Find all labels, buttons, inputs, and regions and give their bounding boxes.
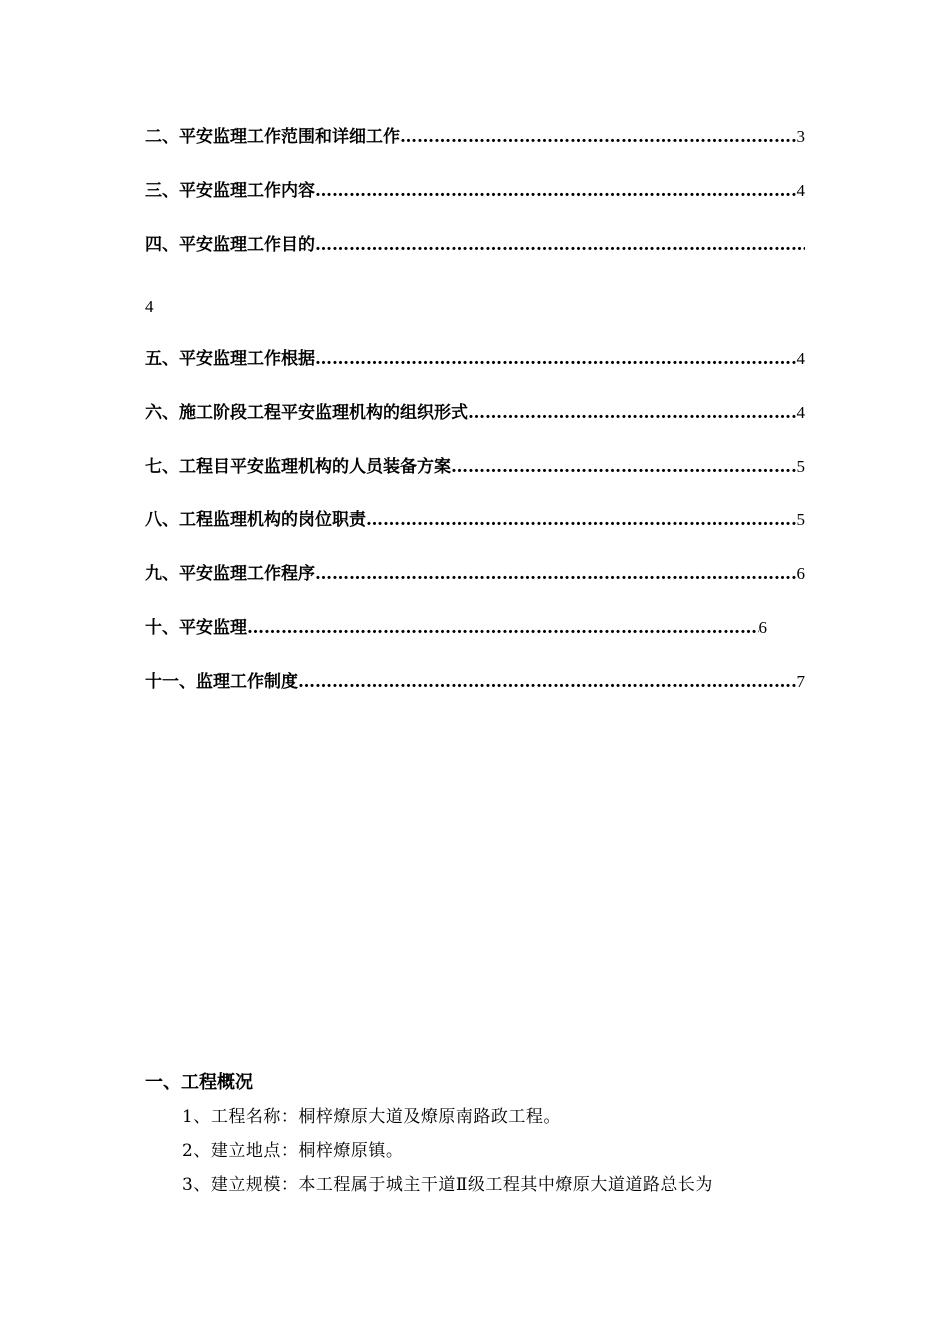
toc-entry-title: 六、施工阶段工程平安监理机构的组织形式 (145, 403, 468, 423)
toc-leader-dots (366, 509, 797, 531)
toc-entry[interactable] (145, 563, 805, 585)
toc-entry-page: 7 (796, 672, 805, 691)
toc-entry-page: 5 (796, 510, 805, 529)
toc-entry-page: 4 (796, 349, 805, 368)
toc-entry[interactable] (145, 126, 805, 148)
toc-leader-dots (468, 402, 797, 424)
toc-entry[interactable] (145, 348, 805, 370)
toc-entry-page: 5 (796, 457, 805, 476)
toc-entry-page: 6 (758, 618, 767, 637)
toc-entry-title: 五、平安监理工作根据 (145, 349, 315, 369)
toc-entry-title: 四、平安监理工作目的 (145, 235, 315, 255)
toc-entry[interactable] (145, 180, 805, 202)
toc-entry-title: 八、工程监理机构的岗位职责 (145, 510, 366, 530)
toc-leader-dots (315, 234, 805, 256)
toc-leader-dots (315, 348, 797, 370)
toc-leader-dots (451, 456, 797, 478)
toc-entry[interactable] (145, 671, 805, 693)
body-paragraph-line: 2、建立地点：桐梓燎原镇。 (182, 1141, 404, 1161)
toc-entry-page: 4 (796, 181, 805, 200)
toc-entry-title: 十、平安监理 (145, 618, 247, 638)
toc-entry[interactable] (145, 402, 805, 424)
section-heading: 一、工程概况 (145, 1072, 253, 1093)
toc-entry-page: 4 (796, 403, 805, 422)
toc-entry-title: 九、平安监理工作程序 (145, 564, 315, 584)
toc-entry-title: 三、平安监理工作内容 (145, 181, 315, 201)
toc-entry-page: 6 (796, 564, 805, 583)
toc-leader-dots (298, 671, 797, 693)
toc-entry-title: 十一、监理工作制度 (145, 672, 298, 692)
toc-leader-dots (247, 617, 759, 639)
toc-leader-dots (315, 563, 797, 585)
toc-wrapped-page-number: 4 (145, 297, 154, 316)
toc-entry-page: 3 (796, 127, 805, 146)
toc-entry[interactable] (145, 234, 805, 256)
toc-leader-dots (400, 126, 797, 148)
body-paragraph-line: 1、工程名称：桐梓燎原大道及燎原南路政工程。 (182, 1107, 561, 1127)
toc-entry[interactable] (145, 617, 767, 639)
body-paragraph-line: 3、建立规模：本工程属于城主干道Ⅱ级工程其中燎原大道道路总长为 (182, 1175, 713, 1195)
toc-entry-title: 七、工程目平安监理机构的人员装备方案 (145, 457, 451, 477)
toc-leader-dots (315, 180, 797, 202)
toc-entry[interactable] (145, 509, 805, 531)
toc-entry[interactable] (145, 456, 805, 478)
toc-entry-title: 二、平安监理工作范围和详细工作 (145, 127, 400, 147)
